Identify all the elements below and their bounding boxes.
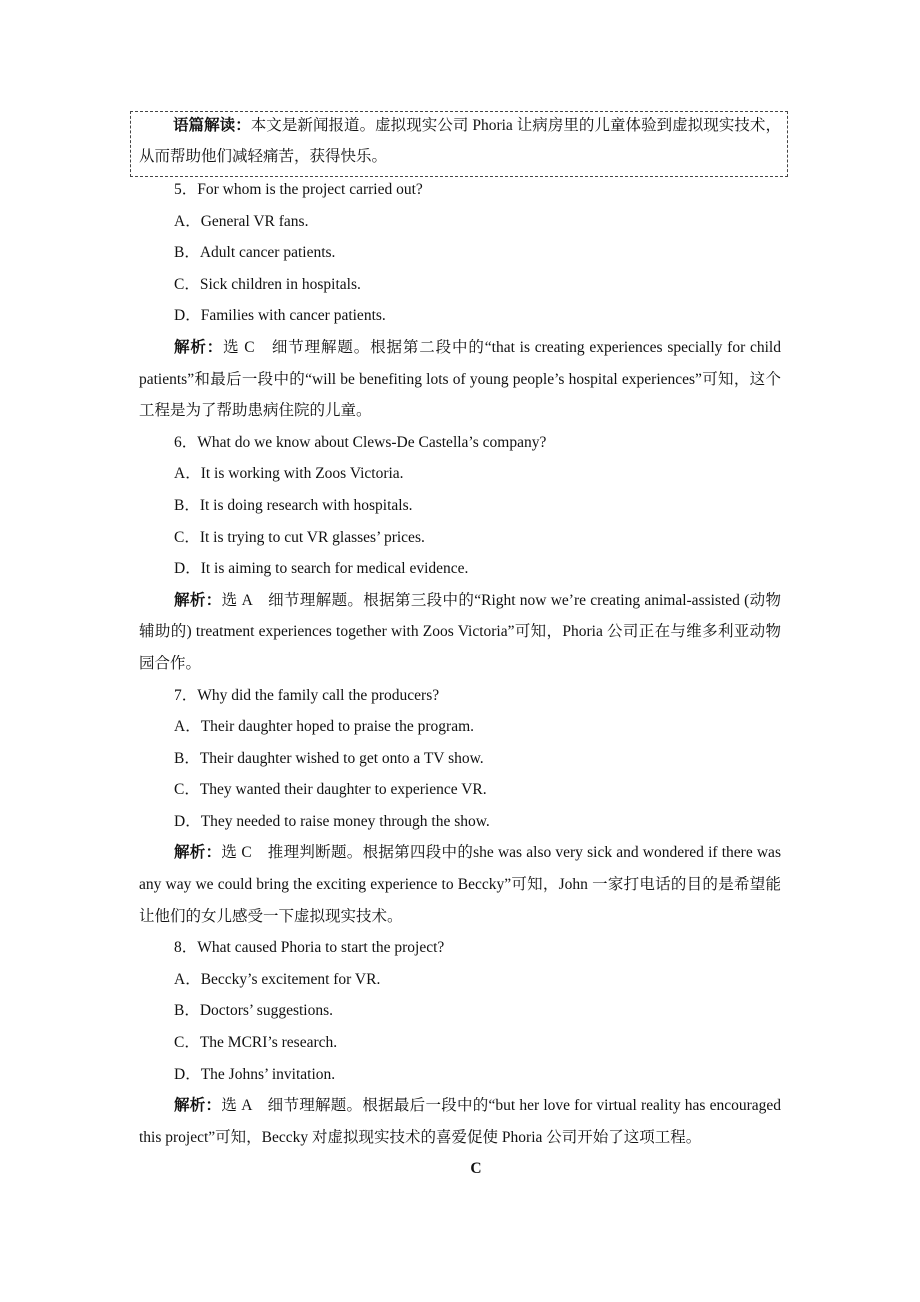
option-b: B．Adult cancer patients.: [174, 244, 336, 262]
analysis-label: 解析：: [174, 591, 222, 609]
option-c: C．They wanted their daughter to experience VR.: [174, 781, 487, 799]
option-a: A．General VR fans.: [174, 212, 309, 230]
option-c: C．The MCRI’s research.: [174, 1034, 338, 1052]
summary-label: 语篇解读：: [173, 117, 251, 134]
question-7: [139, 680, 781, 933]
analysis-label: 解析：: [174, 844, 222, 862]
option-b: B．Doctors’ suggestions.: [174, 1002, 334, 1020]
option-a: A．Their daughter hoped to praise the program.: [174, 718, 475, 736]
question-stem: 8．What caused Phoria to start the project?: [174, 939, 445, 957]
passage-summary: [139, 110, 781, 172]
option-d: D．The Johns’ invitation.: [174, 1065, 336, 1083]
option-d: D．They needed to raise money through the show.: [174, 812, 490, 830]
next-section-heading: C: [470, 1160, 482, 1178]
question-5: [139, 174, 781, 427]
questions-content: [139, 174, 781, 1185]
option-a: A．Beccky’s excitement for VR.: [174, 970, 381, 988]
question-8: [139, 932, 781, 1153]
question-6: [139, 427, 781, 680]
analysis-text: 选 C 细节理解题。根据第二段中的“that is creating experiences specially for child patients”和最后一段中的“will be benefiting lots of young people’s hospital experiences”可知，这个工程是为了帮助患病住院的儿童。: [139, 338, 781, 420]
analysis-text: 选 A 细节理解题。根据最后一段中的“but her love for virtual reality has encouraged this project”可知，Beccky 对虚拟现实技术的喜爱促使 Phoria 公司开始了这项工程。: [139, 1097, 781, 1146]
analysis: [139, 837, 781, 932]
option-c: C．Sick children in hospitals.: [174, 275, 361, 293]
analysis: [139, 585, 781, 680]
analysis-text: 选 A 细节理解题。根据第三段中的“Right now we’re creating animal-assisted (动物辅助的) treatment experiences together with Zoos Victoria”可知，Phoria 公司正在与维多利亚动物园合作。: [139, 591, 781, 672]
summary-text: 本文是新闻报道。虚拟现实公司 Phoria 让病房里的儿童体验到虚拟现实技术，从而帮助他们减轻痛苦，获得快乐。: [139, 117, 781, 165]
question-stem: 5．For whom is the project carried out?: [174, 181, 423, 198]
question-stem: 7．Why did the family call the producers?: [174, 686, 440, 704]
option-c: C．It is trying to cut VR glasses’ prices.: [174, 528, 425, 546]
analysis: [139, 1090, 781, 1153]
option-a: A．It is working with Zoos Victoria.: [174, 465, 404, 483]
analysis-text: 选 C 推理判断题。根据第四段中的she was also very sick and wondered if there was any way we could bring the exciting experience to Beccky”可知，John 一家打电话的目的是希望能让他们的女儿感受一下虚拟现实技术。: [139, 844, 781, 925]
option-d: D．Families with cancer patients.: [174, 307, 386, 325]
option-d: D．It is aiming to search for medical evidence.: [174, 560, 469, 578]
analysis-label: 解析：: [174, 338, 224, 356]
option-b: B．Their daughter wished to get onto a TV show.: [174, 749, 484, 767]
question-stem: 6．What do we know about Clews-De Castella’s company?: [174, 433, 547, 451]
analysis-label: 解析：: [174, 1097, 222, 1115]
passage-summary-box: [130, 111, 788, 177]
analysis: [139, 332, 781, 427]
option-b: B．It is doing research with hospitals.: [174, 496, 413, 514]
